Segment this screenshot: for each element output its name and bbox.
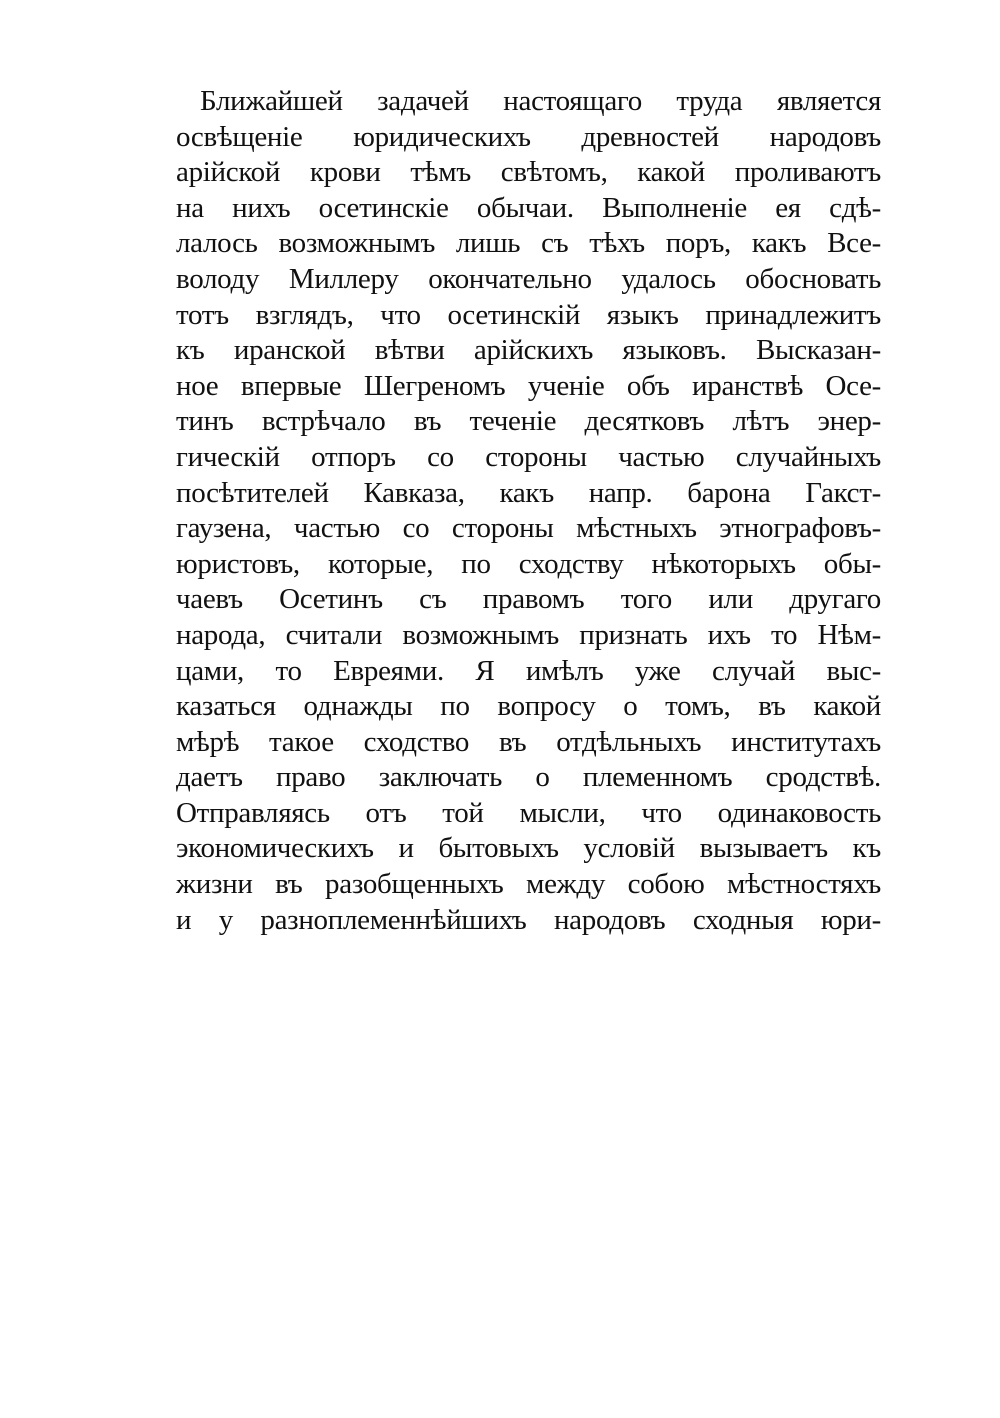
text-line: тотъ взглядъ, что осетинскій языкъ принадлежитъ <box>176 298 881 331</box>
text-line: и у разноплеменнѣйшихъ народовъ сходныя юри- <box>176 903 881 936</box>
text-line: къ иранской вѣтви арійскихъ языковъ. Высказан- <box>176 334 881 367</box>
text-line: мѣрѣ такое сходство въ отдѣльныхъ институтахъ <box>176 725 881 758</box>
text-line: володу Миллеру окончательно удалось обосновать <box>176 262 881 295</box>
text-line: гаузена, частью со стороны мѣстныхъ этнографовъ- <box>176 512 881 545</box>
text-line: казаться однажды по вопросу о томъ, въ какой <box>176 690 881 723</box>
text-line: арійской крови тѣмъ свѣтомъ, какой проливаютъ <box>176 156 881 189</box>
text-line: гическій отпоръ со стороны частью случайныхъ <box>176 440 881 473</box>
text-line: жизни въ разобщенныхъ между собою мѣстностяхъ <box>176 868 881 901</box>
text-line: народа, считали возможнымъ признать ихъ то Нѣм- <box>176 618 881 651</box>
text-line: лалось возможнымъ лишь съ тѣхъ поръ, какъ Все- <box>176 227 881 260</box>
text-line: тинъ встрѣчало въ теченіе десятковъ лѣтъ энер- <box>176 405 881 438</box>
text-line: цами, то Евреями. Я имѣлъ уже случай выс- <box>176 654 881 687</box>
text-line: Отправляясь отъ той мысли, что одинаковость <box>176 796 881 829</box>
text-line: чаевъ Осетинъ съ правомъ того или другаго <box>176 583 881 616</box>
text-line: освѣщеніе юридическихъ древностей народовъ <box>176 120 881 153</box>
text-line: ное впервые Шегреномъ ученіе объ иранствѣ Осе- <box>176 369 881 402</box>
text-line: юристовъ, которые, по сходству нѣкоторыхъ обы- <box>176 547 881 580</box>
text-line: Ближайшей задачей настоящаго труда является <box>200 85 881 117</box>
text-line: экономическихъ и бытовыхъ условій вызываетъ къ <box>176 832 881 865</box>
page-text <box>176 84 881 938</box>
text-line: даетъ право заключать о племенномъ сродствѣ. <box>176 761 881 794</box>
text-line: на нихъ осетинскіе обычаи. Выполненіе ея сдѣ- <box>176 191 881 224</box>
text-line: посѣтителей Кавказа, какъ напр. барона Гакст- <box>176 476 881 509</box>
